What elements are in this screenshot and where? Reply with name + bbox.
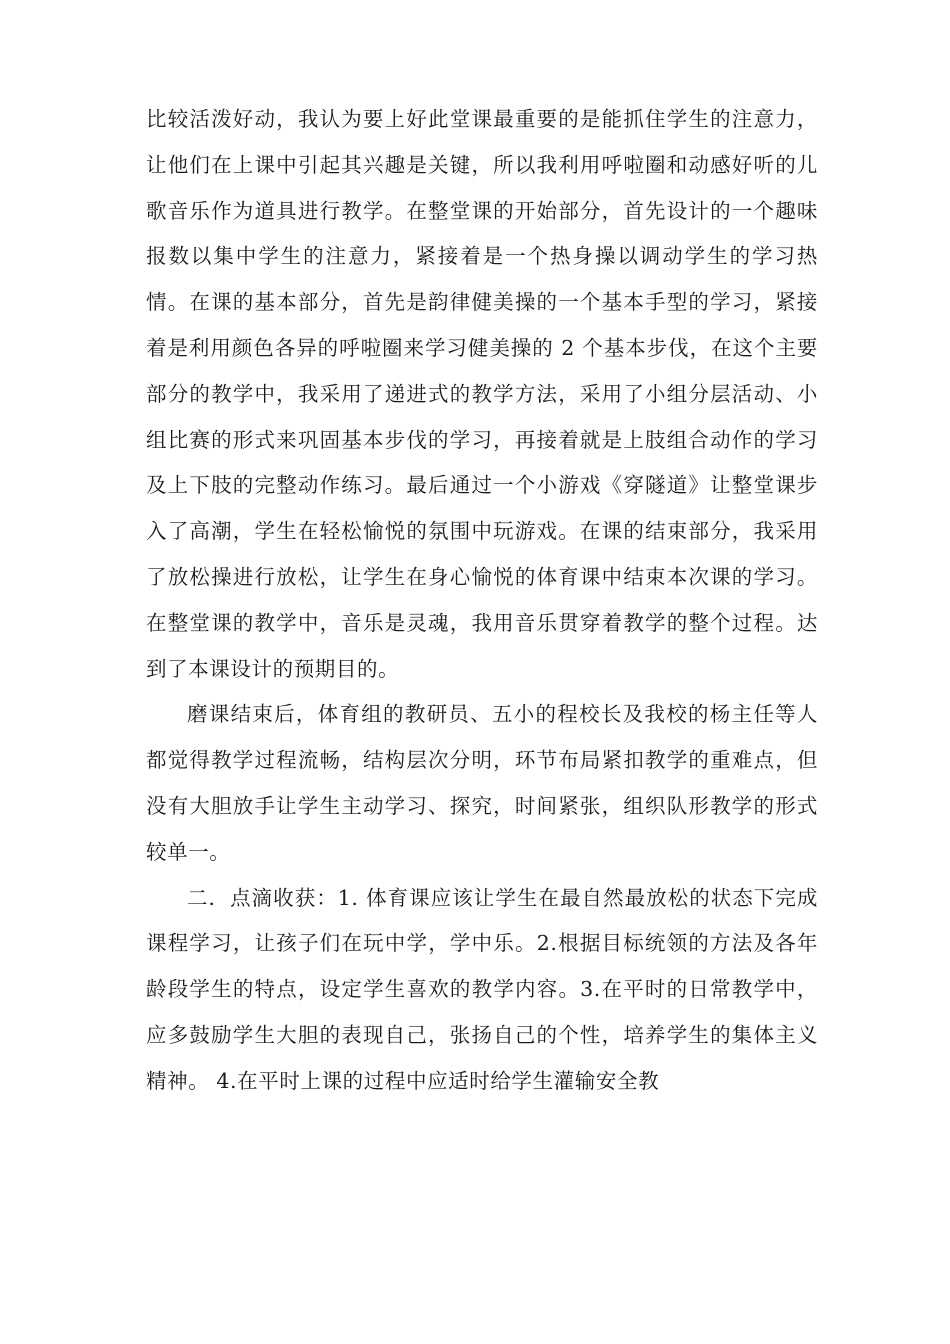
paragraph-gains: 二．点滴收获：1. 体育课应该让学生在最自然最放松的状态下完成课程学习，让孩子们在玩中学，学中乐。2.根据目标统领的方法及各年龄段学生的特点，设定学生喜欢的教学内容。3.在平时的日常教学中，应多鼓励学生大胆的表现自己，张扬自己的个性，培养学生的集体主义精神。 4.在平时上课的过程中应适时给学生灌输安全教 xyxy=(146,885,818,1093)
paragraph-review-feedback: 磨课结束后，体育组的教研员、五小的程校长及我校的杨主任等人都觉得教学过程流畅，结构层次分明，环节布局紧扣教学的重难点，但没有大胆放手让学生主动学习、探究，时间紧张，组织队形教学的形式较单一。 xyxy=(146,702,818,864)
document-body xyxy=(146,97,818,1105)
paragraph-lesson-description: 比较活泼好动，我认为要上好此堂课最重要的是能抓住学生的注意力，让他们在上课中引起其兴趣是关键，所以我利用呼啦圈和动感好听的儿歌音乐作为道具进行教学。在整堂课的开始部分，首先设计的一个趣味报数以集中学生的注意力，紧接着是一个热身操以调动学生的学习热情。在课的基本部分，首先是韵律健美操的一个基本手型的学习，紧接着是利用颜色各异的呼啦圈来学习健美操的 2 个基本步伐，在这个主要部分的教学中，我采用了递进式的教学方法，采用了小组分层活动、小组比赛的形式来巩固基本步伐的学习，再接着就是上肢组合动作的学习及上下肢的完整动作练习。最后通过一个小游戏《穿隧道》让整堂课步入了高潮，学生在轻松愉悦的氛围中玩游戏。在课的结束部分，我采用了放松操进行放松，让学生在身心愉悦的体育课中结束本次课的学习。在整堂课的教学中，音乐是灵魂，我用音乐贯穿着教学的整个过程。达到了本课设计的预期目的。 xyxy=(146,107,818,681)
